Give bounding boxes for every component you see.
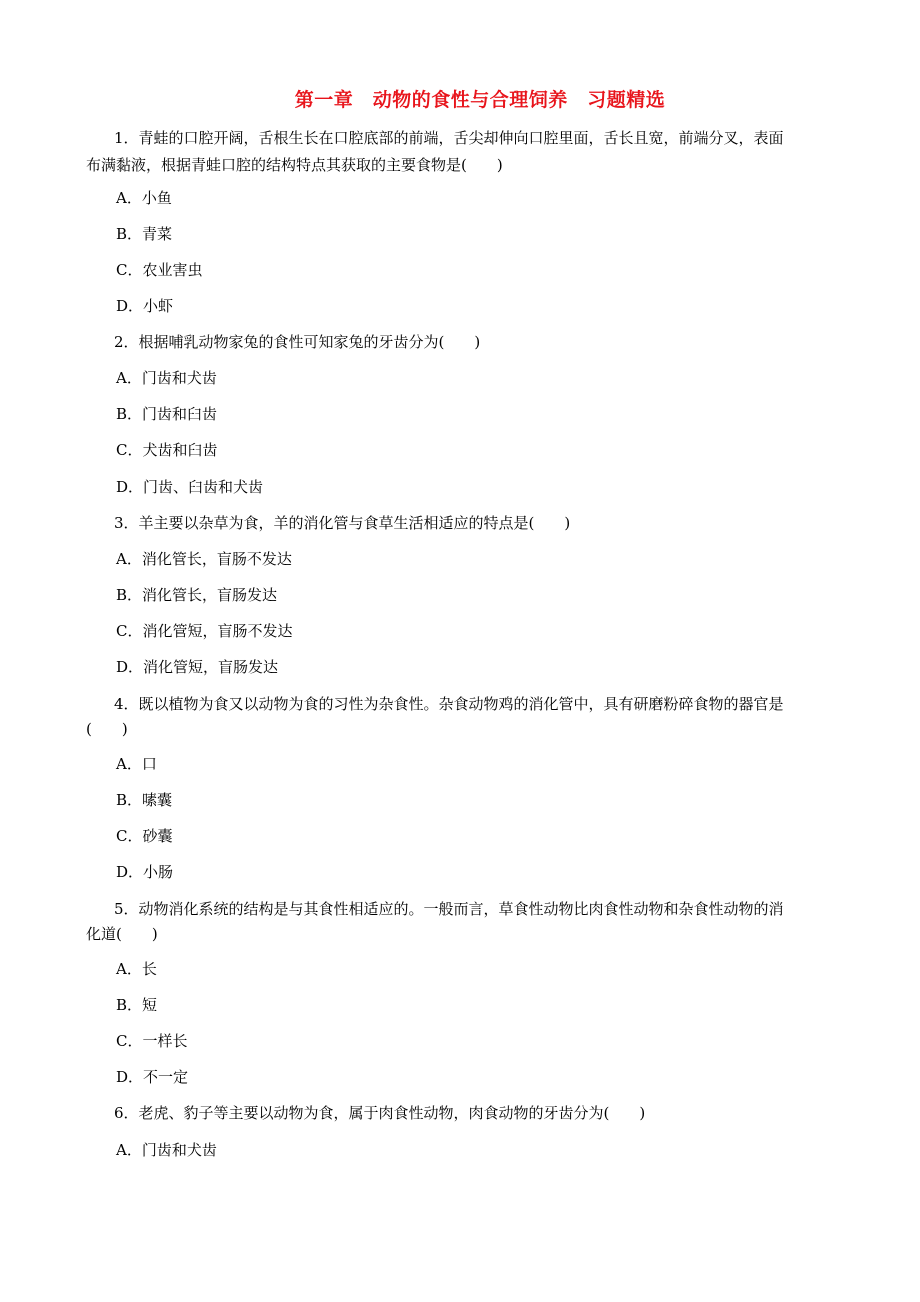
question-3-option-a: A．消化管长，盲肠不发达 xyxy=(116,550,292,568)
question-1-line-2: 布满黏液，根据青蛙口腔的结构特点其获取的主要食物是( ) xyxy=(86,156,503,174)
question-1-option-b: B．青菜 xyxy=(116,225,173,243)
question-3-option-b: B．消化管长，盲肠发达 xyxy=(116,586,278,604)
question-5-option-a: A．长 xyxy=(116,960,157,978)
question-6-option-a: A．门齿和犬齿 xyxy=(116,1141,217,1159)
question-5-line-2: 化道( ) xyxy=(86,925,158,943)
question-2-line-1: 2．根据哺乳动物家兔的食性可知家兔的牙齿分为( ) xyxy=(114,333,481,351)
question-4-option-d: D．小肠 xyxy=(116,863,174,881)
question-2-option-c: C．犬齿和臼齿 xyxy=(116,441,218,459)
question-4-line-1: 4．既以植物为食又以动物为食的习性为杂食性。杂食动物鸡的消化管中，具有研磨粉碎食物的器官是 xyxy=(114,695,784,713)
question-5-option-d: D．不一定 xyxy=(116,1068,189,1086)
question-4-option-c: C．砂囊 xyxy=(116,827,173,845)
question-3-option-d: D．消化管短，盲肠发达 xyxy=(116,658,279,676)
question-6-line-1: 6．老虎、豹子等主要以动物为食，属于肉食性动物，肉食动物的牙齿分为( ) xyxy=(114,1104,646,1122)
question-4-option-b: B．嗉囊 xyxy=(116,791,173,809)
question-1-option-a: A．小鱼 xyxy=(116,189,172,207)
question-2-option-a: A．门齿和犬齿 xyxy=(116,369,217,387)
question-3-line-1: 3．羊主要以杂草为食，羊的消化管与食草生活相适应的特点是( ) xyxy=(114,514,571,532)
question-4-line-2: ( ) xyxy=(86,720,128,738)
page-title: 第一章 动物的食性与合理饲养 习题精选 xyxy=(294,89,666,111)
question-5-line-1: 5．动物消化系统的结构是与其食性相适应的。一般而言，草食性动物比肉食性动物和杂食性动物的消 xyxy=(114,900,784,918)
question-2-option-d: D．门齿、臼齿和犬齿 xyxy=(116,478,264,496)
question-1-line-1: 1．青蛙的口腔开阔，舌根生长在口腔底部的前端，舌尖却伸向口腔里面，舌长且宽，前端分叉，表面 xyxy=(114,129,784,147)
question-3-option-c: C．消化管短，盲肠不发达 xyxy=(116,622,293,640)
question-5-option-c: C．一样长 xyxy=(116,1032,188,1050)
question-4-option-a: A．口 xyxy=(116,755,157,773)
question-1-option-d: D．小虾 xyxy=(116,297,174,315)
question-1-option-c: C．农业害虫 xyxy=(116,261,203,279)
question-2-option-b: B．门齿和臼齿 xyxy=(116,405,218,423)
question-5-option-b: B．短 xyxy=(116,996,158,1014)
